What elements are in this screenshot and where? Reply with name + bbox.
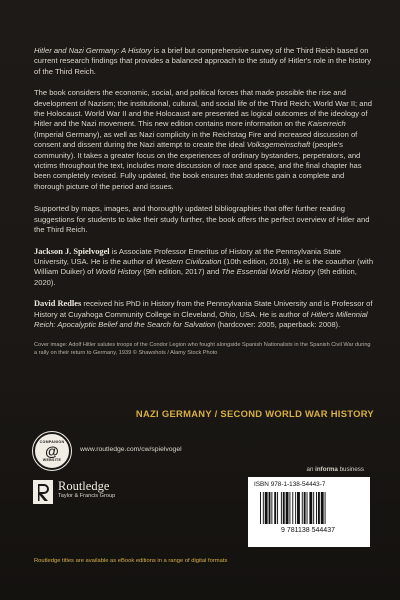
blurb-text: (people's community). It takes a greater focus on the experiences of ordinary bystanders, perpetrators, and victims throughout the text, includes more discussion of race and space, and the final chapter has been completely revised. Fully updated, the book ensures that students gain a complete and thorough picture of the period and issues. xyxy=(34,140,362,191)
author-name: Jackson J. Spielvogel xyxy=(34,246,110,256)
blurb-paragraph-2 xyxy=(34,88,374,192)
blurb-text: (Imperial Germany), as well as Nazi complicity in the Reichstag Fire and increased discussion of consent and dissent during the Nazi attempt to create the ideal xyxy=(34,129,358,150)
companion-url[interactable]: www.routledge.com/cw/spielvogel xyxy=(80,446,182,453)
at-icon: @ xyxy=(45,443,59,459)
book-ref: World History xyxy=(95,267,142,277)
book-title: Hitler and Nazi Germany: A History xyxy=(34,46,152,55)
publisher-name: Routledge xyxy=(58,479,110,493)
bio-text: (10th edition, 2018). He is the coauthor (with William Duiker) of xyxy=(34,256,374,277)
book-ref: Hitler's Millennial Reich: Apocalyptic Belief and the Search for Salvation xyxy=(34,309,368,329)
informa-prefix: an xyxy=(306,466,316,473)
barcode-icon xyxy=(254,490,362,534)
blurb-text: The book considers the economic, social, and political forces that made possible the rise and development of Nazism; the institutional, cultural, and social life of the Third Reich; World War II; and the Holocaust. World War II and the Holocaust are presented as logical outcomes of the ideology of Hitler and the Nazi movement. This new edition contains more information on the xyxy=(34,88,372,129)
blurb-paragraph-1 xyxy=(34,46,374,77)
cover-image-caption: Cover image: Adolf Hitler salutes troops of the Condor Legion who fought alongside Spanish Nationalists in the Spanish Civil War during a rally on their return to Germany, 1939 © Shawshots / Alamy Stock Photo xyxy=(34,342,371,357)
barcode-digits: 9 781138 544437 xyxy=(281,527,335,534)
italic-term: Kaiserreich xyxy=(307,119,346,129)
informa-suffix: business xyxy=(337,466,364,473)
informa-brand: informa xyxy=(315,466,338,473)
author-name: David Redles xyxy=(34,299,82,309)
text-column xyxy=(34,46,374,357)
publisher-group: Taylor & Francis Group xyxy=(58,493,116,499)
companion-website-badge[interactable] xyxy=(33,432,71,470)
author-bio-2 xyxy=(34,299,374,330)
author-bio-1 xyxy=(34,247,374,289)
bio-text: (9th edition, 2020). xyxy=(34,267,357,287)
bio-text: (9th edition, 2017) and xyxy=(141,267,222,277)
book-ref: The Essential World History xyxy=(221,267,316,277)
bio-text: received his PhD in History from the Pennsylvania State University and is Professor of History at Cuyahoga Community College in Cleveland, Ohio, USA. He is author of xyxy=(34,299,373,319)
ebook-note: Routledge titles are available as eBook editions in a range of digital formats xyxy=(34,558,228,564)
publisher-text xyxy=(58,480,115,500)
informa-business-line xyxy=(307,466,364,473)
routledge-r-icon xyxy=(33,480,53,504)
bio-text: is Associate Professor Emeritus of History at the Pennsylvania State University, USA. He is the author of xyxy=(34,246,341,266)
isbn-label: ISBN 978-1-138-54443-7 xyxy=(254,481,326,488)
isbn-barcode-box xyxy=(248,477,370,547)
publisher-logo xyxy=(33,480,115,504)
bio-text: (hardcover: 2005, paperback: 2008). xyxy=(215,319,341,329)
italic-term: Volksgemeinschaft xyxy=(246,140,311,150)
subject-category: NAZI GERMANY / SECOND WORLD WAR HISTORY xyxy=(135,408,374,419)
website-label: WEBSITE xyxy=(42,458,62,462)
companion-label: COMPANION xyxy=(39,440,65,444)
blurb-paragraph-3: Supported by maps, images, and thoroughly updated bibliographies that offer further reading suggestions for students to take their study further, the book offers the perfect overview of Hitler and the Third Reich. xyxy=(34,204,370,235)
book-ref: Western Civilization xyxy=(154,256,222,266)
blurb-text: is a brief but comprehensive survey of the Third Reich based on current research findings that provides a balanced approach to the study of Hitler's role in the history of the Third Reich. xyxy=(34,46,372,76)
